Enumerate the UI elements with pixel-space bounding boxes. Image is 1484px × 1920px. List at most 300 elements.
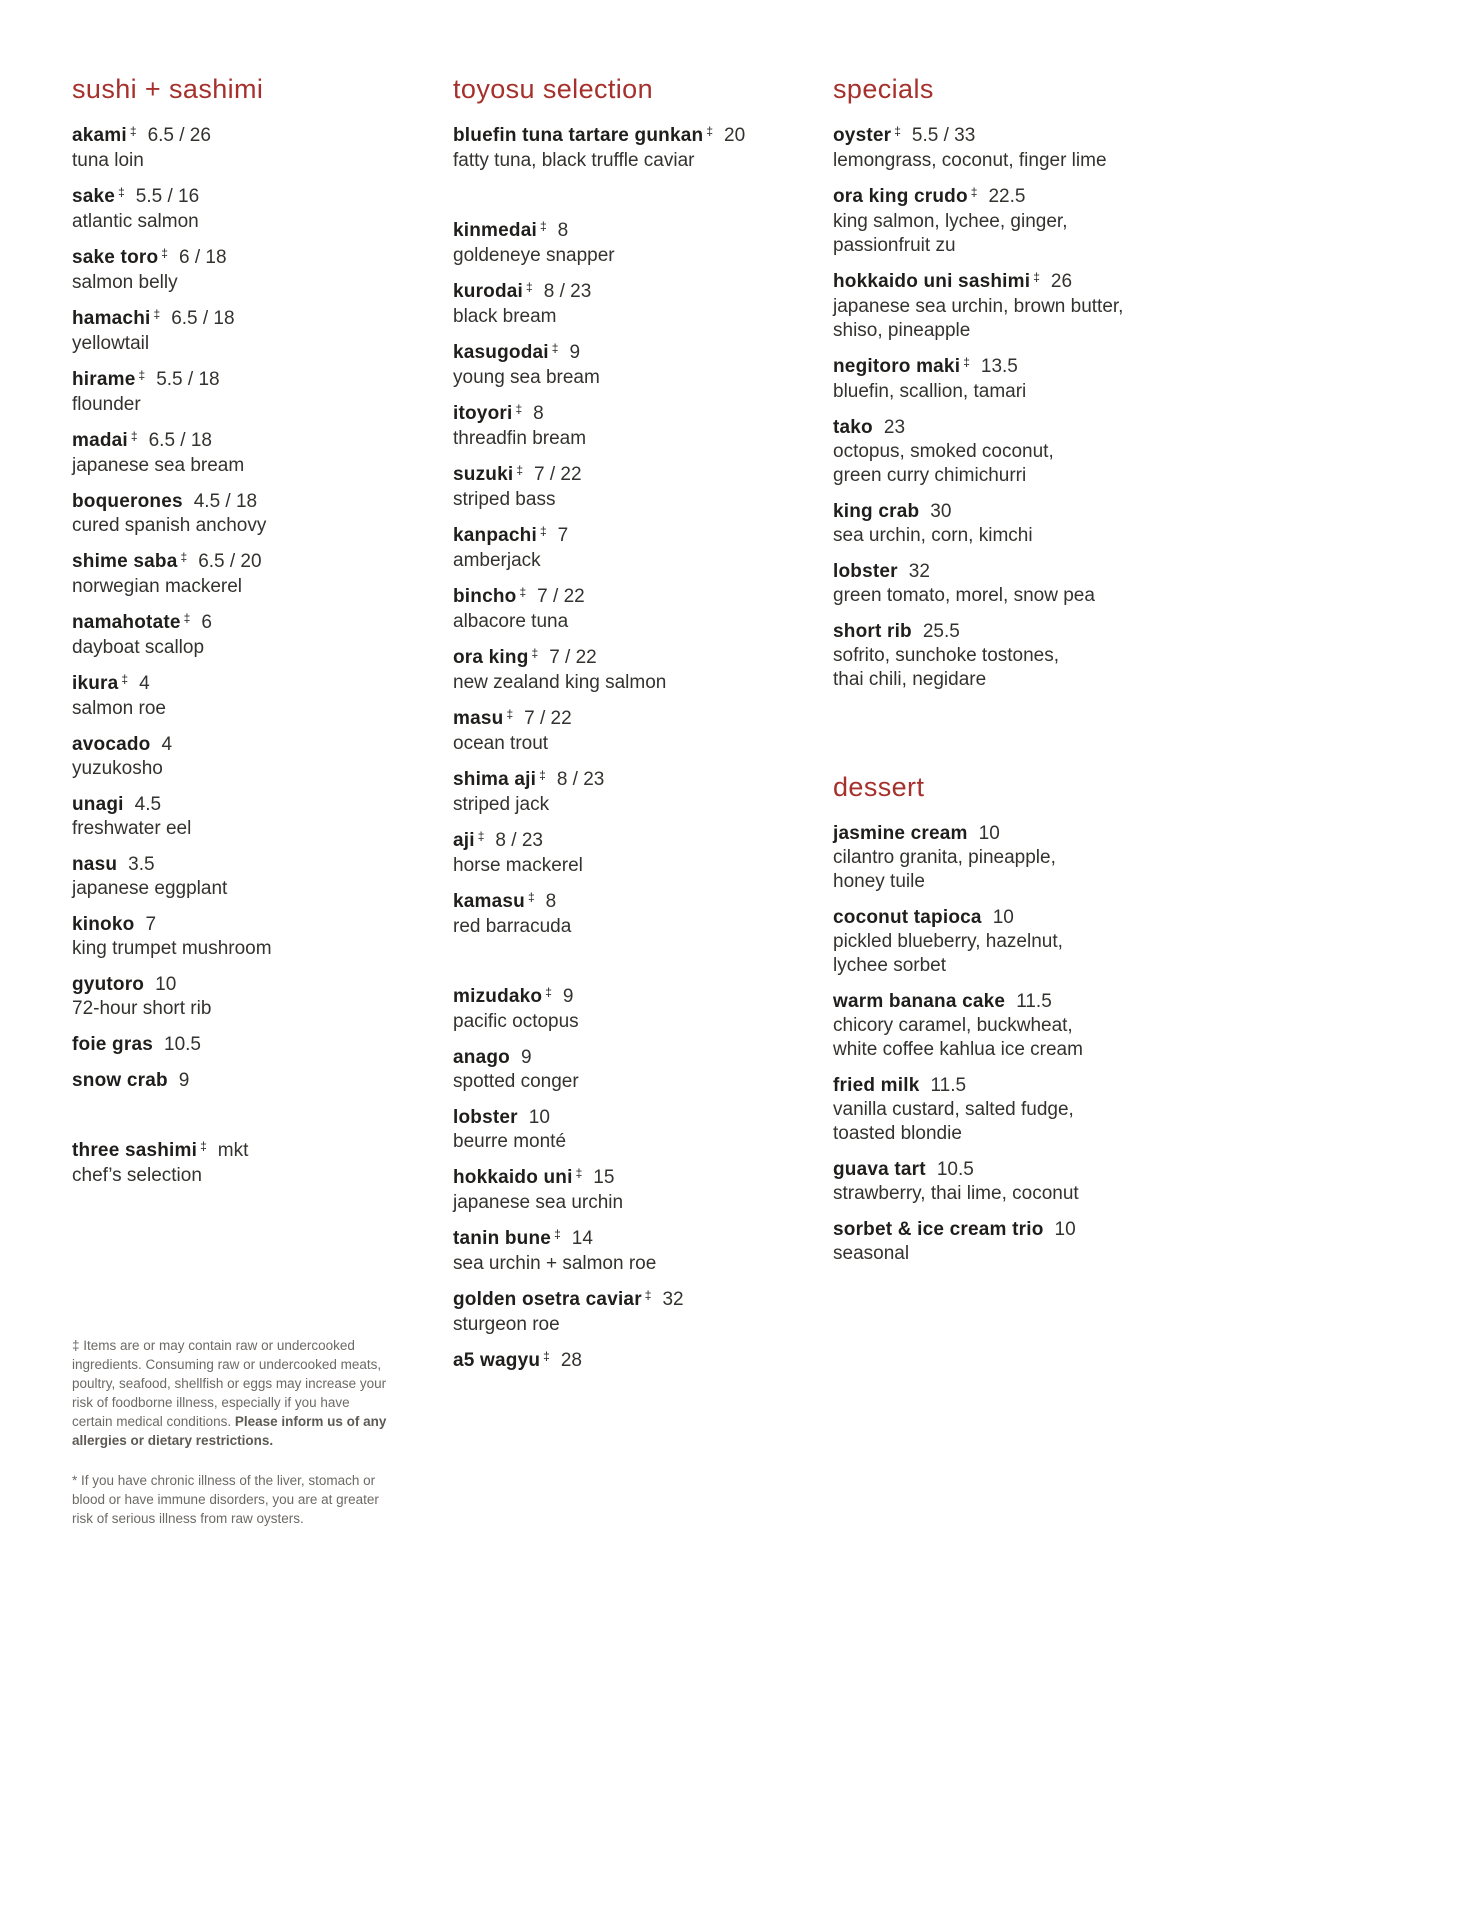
item-price: 9	[520, 1047, 532, 1068]
item-name: namahotate	[72, 612, 181, 633]
raw-marker-symbol: ‡	[543, 1349, 550, 1363]
item-price: 6.5 / 18	[148, 430, 212, 451]
item-name: hirame	[72, 369, 136, 390]
item-name-line	[833, 620, 1303, 644]
item-name: itoyori	[453, 403, 513, 424]
menu-item	[833, 906, 1303, 978]
raw-marker-symbol: ‡	[130, 429, 138, 443]
item-price: 11.5	[1016, 991, 1052, 1012]
item-name-line	[453, 219, 833, 244]
item-description: honey tuile	[833, 871, 925, 892]
item-price: 6.5 / 20	[198, 551, 262, 572]
item-name-line	[833, 355, 1303, 380]
menu-item	[453, 219, 833, 268]
menu-item	[453, 985, 833, 1034]
raw-marker-symbol: ‡	[554, 1227, 561, 1241]
footnote-emphasis: Please inform us of any allergies or dietary restrictions.	[72, 1414, 387, 1448]
raw-marker-symbol: ‡	[1033, 270, 1040, 284]
item-price: 28	[560, 1350, 582, 1371]
item-name-line	[453, 1106, 833, 1130]
item-name: kanpachi	[453, 525, 537, 546]
menu-item	[453, 1046, 833, 1094]
raw-marker-symbol: ‡	[129, 124, 137, 138]
item-description: japanese eggplant	[72, 878, 228, 899]
raw-marker-symbol: ‡	[575, 1166, 583, 1180]
item-name-line	[833, 1158, 1303, 1182]
menu-item	[833, 620, 1303, 692]
item-description: red barracuda	[453, 916, 572, 937]
item-name-line	[72, 307, 453, 332]
item-name-line	[453, 646, 833, 671]
item-description: vanilla custard, salted fudge,	[833, 1099, 1074, 1120]
raw-marker-symbol: ‡	[515, 402, 523, 416]
item-description: thai chili, negidare	[833, 669, 987, 690]
raw-marker-symbol: ‡	[963, 355, 970, 369]
menu-item	[833, 355, 1303, 404]
item-price: 8 / 23	[556, 769, 605, 790]
item-description: passionfruit zu	[833, 235, 956, 256]
raw-marker-symbol: ‡	[161, 246, 168, 260]
raw-marker-symbol: ‡	[644, 1288, 652, 1302]
item-price: 13.5	[980, 356, 1018, 377]
menu-item	[72, 307, 453, 356]
item-price: 10	[992, 907, 1014, 928]
item-name: warm banana cake	[833, 991, 1006, 1012]
item-name: hokkaido uni sashimi	[833, 271, 1031, 292]
menu-item	[72, 672, 453, 721]
item-price: 8	[545, 891, 557, 912]
menu-item	[453, 1349, 833, 1374]
section-title-toyosu-selection: toyosu selection	[453, 74, 654, 104]
item-name: anago	[453, 1047, 510, 1068]
raw-marker-symbol: ‡	[539, 524, 547, 538]
item-name: unagi	[72, 794, 124, 815]
item-price: 6.5 / 18	[171, 308, 235, 329]
menu-item	[72, 973, 453, 1021]
raw-marker-symbol: ‡	[118, 185, 125, 199]
item-name: avocado	[72, 734, 151, 755]
item-description: sea urchin + salmon roe	[453, 1253, 657, 1274]
menu-item	[72, 124, 453, 173]
item-price: 20	[724, 125, 746, 146]
section-sushi-sashimi	[72, 74, 453, 1188]
raw-marker-symbol: ‡	[551, 341, 559, 355]
item-price: 6 / 18	[178, 247, 227, 268]
menu-item	[72, 185, 453, 234]
menu-item	[453, 707, 833, 756]
item-price: 5.5 / 18	[156, 369, 220, 390]
item-name: nasu	[72, 854, 118, 875]
item-price: 8 / 23	[543, 281, 592, 302]
item-name-line	[72, 853, 453, 877]
item-price: 10	[1054, 1219, 1076, 1240]
item-name-line	[72, 368, 453, 393]
item-name-line	[72, 429, 453, 454]
item-description: beurre monté	[453, 1131, 567, 1152]
item-price: 32	[662, 1289, 684, 1310]
menu-item	[72, 853, 453, 901]
raw-marker-symbol: ‡	[531, 646, 539, 660]
item-price: 7	[145, 914, 157, 935]
item-name-line	[453, 341, 833, 366]
menu-item	[72, 490, 453, 538]
raw-marker-symbol: ‡	[706, 124, 714, 138]
menu-item	[453, 1106, 833, 1154]
item-name-line	[72, 913, 453, 937]
item-price: 22.5	[988, 186, 1026, 207]
item-name: hamachi	[72, 308, 151, 329]
item-description: toasted blondie	[833, 1123, 962, 1144]
item-name: suzuki	[453, 464, 514, 485]
item-name: kinoko	[72, 914, 135, 935]
item-price: 11.5	[930, 1075, 967, 1096]
footnote-1	[72, 1336, 390, 1450]
item-description: norwegian mackerel	[72, 576, 243, 597]
item-name-line	[72, 1139, 453, 1164]
item-name: golden osetra caviar	[453, 1289, 642, 1310]
footnote-2	[72, 1471, 390, 1528]
item-description: 72-hour short rib	[72, 998, 212, 1019]
footnotes	[72, 1336, 390, 1528]
item-description: young sea bream	[453, 367, 600, 388]
menu-item	[72, 611, 453, 660]
raw-marker-symbol: ‡	[545, 985, 552, 999]
item-price: 4.5	[134, 794, 162, 815]
item-name-line	[453, 463, 833, 488]
item-price: 10	[528, 1107, 550, 1128]
raw-marker-symbol: ‡	[894, 124, 901, 138]
section-title-specials: specials	[833, 74, 934, 104]
item-price: 23	[883, 417, 906, 438]
item-name-line	[453, 768, 833, 793]
item-name-line	[72, 733, 453, 757]
item-name: snow crab	[72, 1070, 168, 1091]
item-description: black bream	[453, 306, 557, 327]
item-name: jasmine cream	[833, 823, 968, 844]
item-description: cilantro granita, pineapple,	[833, 847, 1056, 868]
item-price: 9	[569, 342, 581, 363]
item-price: 7 / 22	[524, 708, 572, 729]
item-price: 10.5	[936, 1159, 974, 1180]
item-name-line	[72, 185, 453, 210]
item-description: atlantic salmon	[72, 211, 199, 232]
item-description: amberjack	[453, 550, 541, 571]
item-description: pickled blueberry, hazelnut,	[833, 931, 1063, 952]
item-description: freshwater eel	[72, 818, 192, 839]
item-name: ikura	[72, 673, 119, 694]
item-description: salmon belly	[72, 272, 178, 293]
menu-column-1	[72, 74, 453, 1549]
item-name: kinmedai	[453, 220, 537, 241]
raw-marker-symbol: ‡	[138, 368, 146, 382]
menu-item	[453, 524, 833, 573]
footnote-text: ‡ Items are or may contain raw or undercooked ingredients. Consuming raw or undercooked meats, poultry, seafood, shellfish or eggs may increase your risk of foodborne illness, especially if you have certain medical conditions.	[72, 1338, 387, 1429]
menu-item	[453, 829, 833, 878]
item-description: lychee sorbet	[833, 955, 947, 976]
item-name-line	[453, 890, 833, 915]
item-price: 6.5 / 26	[147, 125, 211, 146]
raw-marker-symbol: ‡	[539, 219, 547, 233]
item-name: bincho	[453, 586, 517, 607]
item-description: king salmon, lychee, ginger,	[833, 211, 1068, 232]
item-name: hokkaido uni	[453, 1167, 573, 1188]
menu-item	[72, 550, 453, 599]
item-name: mizudako	[453, 986, 543, 1007]
item-name-line	[72, 611, 453, 636]
item-description: fatty tuna, black truffle caviar	[453, 150, 695, 171]
item-price: 32	[908, 561, 930, 582]
item-name-line	[833, 416, 1303, 440]
item-name: ora king	[453, 647, 529, 668]
item-name-line	[833, 1074, 1303, 1098]
item-price: 30	[930, 501, 952, 522]
item-name: kamasu	[453, 891, 525, 912]
menu-item	[72, 733, 453, 781]
item-description: sturgeon roe	[453, 1314, 560, 1335]
item-price: 3.5	[128, 854, 155, 875]
item-name-line	[833, 185, 1303, 210]
item-name-line	[453, 985, 833, 1010]
raw-marker-symbol: ‡	[516, 463, 524, 477]
item-price: 26	[1050, 271, 1073, 292]
item-name: sake	[72, 186, 116, 207]
item-description: pacific octopus	[453, 1011, 579, 1032]
item-name-line	[453, 585, 833, 610]
item-description: goldeneye snapper	[453, 245, 615, 266]
item-name: negitoro maki	[833, 356, 961, 377]
item-name: a5 wagyu	[453, 1350, 541, 1371]
item-price: 10	[155, 974, 177, 995]
item-description: chicory caramel, buckwheat,	[833, 1015, 1073, 1036]
menu-item	[833, 416, 1303, 488]
item-description: chef’s selection	[72, 1165, 202, 1186]
item-description: spotted conger	[453, 1071, 579, 1092]
item-name: coconut tapioca	[833, 907, 982, 928]
item-name: tako	[833, 417, 873, 438]
item-name: king crab	[833, 501, 920, 522]
item-description: sofrito, sunchoke tostones,	[833, 645, 1060, 666]
item-price: 4	[161, 734, 173, 755]
menu-item	[833, 1074, 1303, 1146]
item-description: japanese sea urchin, brown butter,	[833, 296, 1124, 317]
item-price: 10.5	[164, 1034, 201, 1055]
item-name-line	[453, 280, 833, 305]
menu-item	[833, 822, 1303, 894]
menu-item	[833, 990, 1303, 1062]
item-description: strawberry, thai lime, coconut	[833, 1183, 1079, 1204]
raw-marker-symbol: ‡	[200, 1139, 207, 1153]
menu-item	[72, 429, 453, 478]
item-description: green tomato, morel, snow pea	[833, 585, 1095, 606]
item-name-line	[453, 1046, 833, 1070]
item-description: dayboat scallop	[72, 637, 205, 658]
item-name-line	[72, 246, 453, 271]
item-name: ora king crudo	[833, 186, 968, 207]
item-name-line	[453, 402, 833, 427]
item-description: shiso, pineapple	[833, 320, 971, 341]
menu-item	[833, 185, 1303, 258]
item-name-line	[833, 990, 1303, 1014]
raw-marker-symbol: ‡	[519, 585, 527, 599]
menu-item	[833, 1158, 1303, 1206]
item-price: 14	[571, 1228, 593, 1249]
item-description: sea urchin, corn, kimchi	[833, 525, 1033, 546]
item-name-line	[833, 906, 1303, 930]
item-price: mkt	[217, 1140, 249, 1161]
menu-item	[72, 913, 453, 961]
menu-item	[453, 341, 833, 390]
item-name-line	[453, 524, 833, 549]
item-description: white coffee kahlua ice cream	[833, 1039, 1083, 1060]
item-description: yellowtail	[72, 333, 150, 354]
item-name-line	[453, 1166, 833, 1191]
item-name: lobster	[833, 561, 898, 582]
section-specials	[833, 74, 1303, 692]
item-name: shima aji	[453, 769, 537, 790]
item-name-line	[453, 829, 833, 854]
item-name-line	[72, 973, 453, 997]
menu-item	[453, 124, 833, 173]
section-dessert	[833, 772, 1303, 1266]
item-name-line	[833, 270, 1303, 295]
raw-marker-symbol: ‡	[506, 707, 514, 721]
item-description: green curry chimichurri	[833, 465, 1027, 486]
item-name-line	[453, 707, 833, 732]
item-price: 9	[178, 1070, 190, 1091]
raw-marker-symbol: ‡	[183, 611, 191, 625]
section-toyosu-selection	[453, 74, 833, 1374]
menu-item	[72, 1033, 453, 1057]
raw-marker-symbol: ‡	[477, 829, 485, 843]
item-name-line	[833, 822, 1303, 846]
item-name-line	[833, 124, 1303, 149]
item-price: 7	[557, 525, 569, 546]
item-price: 6	[201, 612, 212, 633]
menu-item	[453, 1166, 833, 1215]
item-name: short rib	[833, 621, 912, 642]
item-name-line	[72, 1069, 453, 1093]
item-description: japanese sea bream	[72, 455, 245, 476]
item-price: 15	[593, 1167, 615, 1188]
item-description: king trumpet mushroom	[72, 938, 272, 959]
footnote-text: * If you have chronic illness of the liver, stomach or blood or have immune disorders, you are at greater risk of serious illness from raw oysters.	[72, 1473, 379, 1526]
item-description: yuzukosho	[72, 758, 163, 779]
section-title-sushi-sashimi: sushi + sashimi	[72, 74, 264, 104]
menu-item	[453, 1227, 833, 1276]
item-name: kurodai	[453, 281, 524, 302]
item-price: 25.5	[922, 621, 960, 642]
item-description: cured spanish anchovy	[72, 515, 267, 536]
section-title-dessert: dessert	[833, 772, 925, 802]
item-description: striped bass	[453, 489, 556, 510]
raw-marker-symbol: ‡	[527, 890, 535, 904]
menu-item	[833, 124, 1303, 173]
item-name-line	[453, 1227, 833, 1252]
menu-item	[833, 270, 1303, 343]
item-name-line	[72, 1033, 453, 1057]
menu-item	[453, 768, 833, 817]
item-description: new zealand king salmon	[453, 672, 667, 693]
item-description: salmon roe	[72, 698, 166, 719]
raw-marker-symbol: ‡	[180, 550, 188, 564]
menu-item	[453, 585, 833, 634]
item-price: 9	[562, 986, 574, 1007]
menu-item	[453, 280, 833, 329]
item-description: tuna loin	[72, 150, 144, 171]
item-name: shime saba	[72, 551, 178, 572]
item-description: striped jack	[453, 794, 550, 815]
menu-item	[72, 246, 453, 295]
menu-item	[72, 1069, 453, 1093]
item-price: 5.5 / 16	[135, 186, 200, 207]
item-name-line	[72, 672, 453, 697]
menu-item	[453, 890, 833, 939]
item-description: bluefin, scallion, tamari	[833, 381, 1027, 402]
item-name: tanin bune	[453, 1228, 552, 1249]
item-price: 7 / 22	[537, 586, 585, 607]
item-name: madai	[72, 430, 128, 451]
item-price: 7 / 22	[534, 464, 582, 485]
menu-item	[833, 560, 1303, 608]
item-description: albacore tuna	[453, 611, 569, 632]
item-name: aji	[453, 830, 475, 851]
item-name: foie gras	[72, 1034, 153, 1055]
item-name: fried milk	[833, 1075, 920, 1096]
raw-marker-symbol: ‡	[526, 280, 533, 294]
item-name: bluefin tuna tartare gunkan	[453, 125, 704, 146]
item-name-line	[453, 124, 833, 149]
item-description: flounder	[72, 394, 141, 415]
menu-item	[833, 500, 1303, 548]
item-name: sake toro	[72, 247, 159, 268]
item-name: lobster	[453, 1107, 518, 1128]
item-name: kasugodai	[453, 342, 549, 363]
item-price: 10	[978, 823, 1000, 844]
item-price: 7 / 22	[549, 647, 597, 668]
item-name: masu	[453, 708, 504, 729]
item-price: 4	[139, 673, 150, 694]
item-description: seasonal	[833, 1243, 910, 1264]
item-price: 5.5 / 33	[911, 125, 976, 146]
item-price: 4.5 / 18	[193, 491, 258, 512]
item-name: akami	[72, 125, 127, 146]
menu-item	[72, 1139, 453, 1188]
item-price: 8	[533, 403, 544, 424]
item-name-line	[833, 1218, 1303, 1242]
item-name-line	[72, 550, 453, 575]
menu-item	[453, 402, 833, 451]
menu-item	[453, 463, 833, 512]
item-name: boquerones	[72, 491, 183, 512]
raw-marker-symbol: ‡	[153, 307, 161, 321]
item-name: guava tart	[833, 1159, 926, 1180]
item-name: gyutoro	[72, 974, 145, 995]
raw-marker-symbol: ‡	[539, 768, 546, 782]
item-description: threadfin bream	[453, 428, 587, 449]
item-price: 8 / 23	[495, 830, 543, 851]
raw-marker-symbol: ‡	[970, 185, 978, 199]
raw-marker-symbol: ‡	[121, 672, 129, 686]
item-name: three sashimi	[72, 1140, 198, 1161]
item-description: horse mackerel	[453, 855, 583, 876]
menu-item	[72, 368, 453, 417]
item-price: 8	[557, 220, 569, 241]
menu-item	[72, 793, 453, 841]
item-description: lemongrass, coconut, finger lime	[833, 150, 1107, 171]
menu-item	[453, 646, 833, 695]
item-name-line	[72, 490, 453, 514]
item-description: ocean trout	[453, 733, 549, 754]
